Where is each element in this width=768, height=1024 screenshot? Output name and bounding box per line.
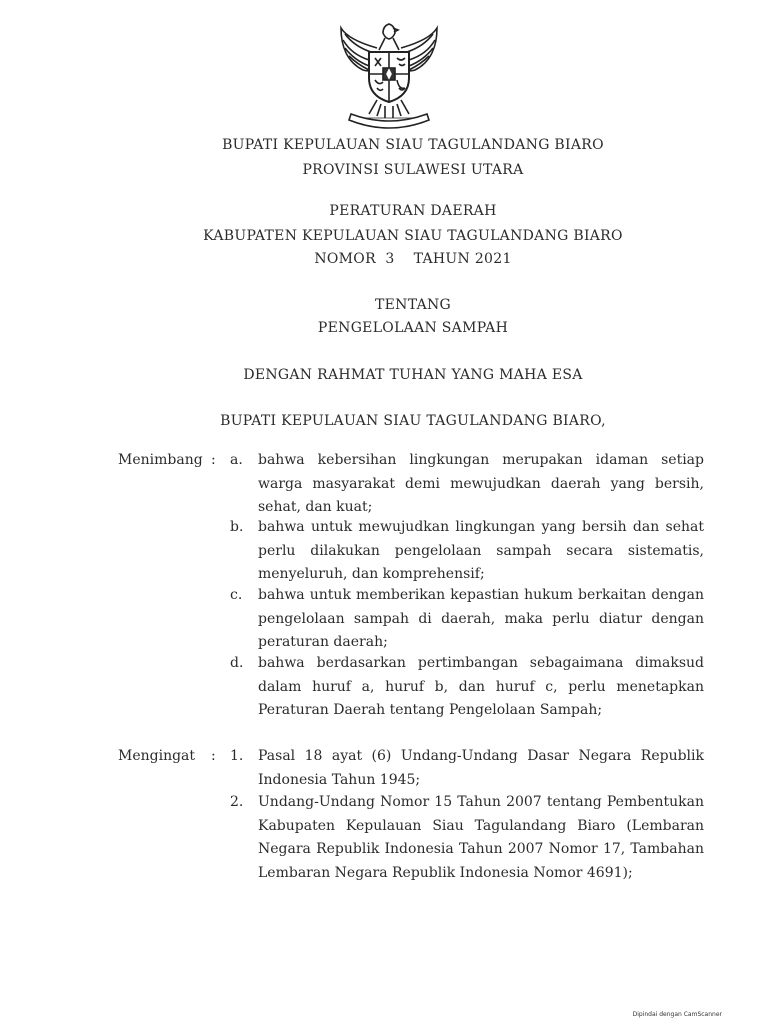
header-line-about: TENTANG <box>374 297 452 313</box>
menimbang-item-d: bahwa berdasarkan pertimbangan sebagaimana dimaksud dalam huruf a, huruf b, dan huruf c, perlu menetapkan Peraturan Daerah tentang Pengelolaan Sampah; <box>258 655 704 718</box>
header-line-regent-comma: BUPATI KEPULAUAN SIAU TAGULANDANG BIARO, <box>220 413 606 429</box>
mengingat-colon: : <box>211 748 216 764</box>
header-line-number-year: NOMOR 3 TAHUN 2021 <box>314 251 512 267</box>
menimbang-marker-a: a. <box>230 452 243 468</box>
mengingat-item-1: Pasal 18 ayat (6) Undang-Undang Dasar Negara Republik Indonesia Tahun 1945; <box>258 748 704 788</box>
mengingat-marker-1: 1. <box>230 748 244 764</box>
regulation-title: PENGELOLAAN SAMPAH <box>317 320 509 336</box>
menimbang-item-a: bahwa kebersihan lingkungan merupakan idaman setiap warga masyarakat demi mewujudkan daerah yang bersih, sehat, dan kuat; <box>258 452 704 515</box>
mengingat-marker-2: 2. <box>230 794 244 810</box>
header-line-regent: BUPATI KEPULAUAN SIAU TAGULANDANG BIARO <box>222 137 604 153</box>
menimbang-marker-c: c. <box>230 587 243 603</box>
header-line-regency: KABUPATEN KEPULAUAN SIAU TAGULANDANG BIARO <box>203 228 623 244</box>
menimbang-marker-d: d. <box>230 655 244 671</box>
menimbang-item-b: bahwa untuk mewujudkan lingkungan yang bersih dan sehat perlu dilakukan pengelolaan sampah secara sistematis, menyeluruh, dan komprehensif; <box>258 519 704 582</box>
menimbang-marker-b: b. <box>230 519 244 535</box>
menimbang-label: Menimbang <box>118 452 203 468</box>
garuda-emblem-icon <box>333 18 445 130</box>
header-line-province: PROVINSI SULAWESI UTARA <box>302 162 524 178</box>
menimbang-item-c: bahwa untuk memberikan kepastian hukum berkaitan dengan pengelolaan sampah di daerah, maka perlu diatur dengan peraturan daerah; <box>258 587 704 650</box>
menimbang-colon: : <box>211 452 216 468</box>
header-line-regulation-type: PERATURAN DAERAH <box>329 203 497 219</box>
scanner-watermark: Dipindai dengan CamScanner <box>632 1011 722 1018</box>
mengingat-label: Mengingat <box>118 748 196 764</box>
mengingat-item-2: Undang-Undang Nomor 15 Tahun 2007 tentang Pembentukan Kabupaten Kepulauan Siau Tagulandang Biaro (Lembaran Negara Republik Indonesia Tahun 2007 Nomor 17, Tambahan Lembaran Negara Republik Indonesia Nomor 4691); <box>258 794 704 881</box>
header-line-blessing: DENGAN RAHMAT TUHAN YANG MAHA ESA <box>243 367 583 383</box>
